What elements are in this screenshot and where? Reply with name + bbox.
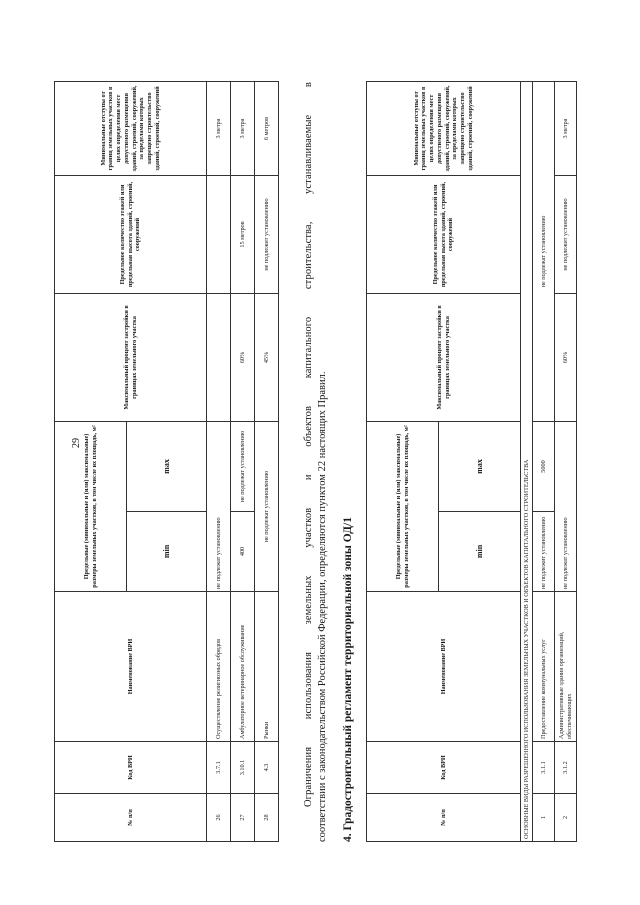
row-num: 26 <box>207 794 231 842</box>
row-code: 4.3 <box>255 742 279 794</box>
header-num: № п/п <box>55 794 207 842</box>
header-name: Наименование ВРИ <box>367 592 521 742</box>
table-row <box>255 81 279 841</box>
row-setbacks: 3 метра <box>555 81 577 175</box>
row-max: 5000 <box>533 421 555 511</box>
row-floors: 15 метров <box>231 175 255 293</box>
table-row <box>533 81 555 841</box>
header-max: max <box>439 421 521 511</box>
section-row <box>521 81 533 841</box>
row-floors: не подлежит установлению <box>555 175 577 293</box>
header-percent: Максимальный процент застройки в границах земельного участка <box>367 293 521 421</box>
row-setbacks: 3 метра <box>207 81 231 175</box>
regulation-table-continued <box>54 81 279 842</box>
row-num: 1 <box>533 794 555 842</box>
paragraph-line-2: соответствии с законодательством Российской Федерации, определяются пунктом 22 настоящих Правил. <box>316 371 328 842</box>
header-sizes: Предельные (минимальные и (или) максимальные) размеры земельных участков, в том числе их площадь, м² <box>367 421 439 591</box>
header-floors: Предельное количество этажей или предельная высота зданий, строений, сооружений <box>367 175 521 293</box>
row-percent: 60% <box>555 293 577 421</box>
row-name: Амбулаторное ветеринарное обслуживание <box>231 592 255 742</box>
row-num: 28 <box>255 794 279 842</box>
row-setbacks: 3 метра <box>231 81 255 175</box>
header-setbacks: Минимальные отступы от границ земельных участков в целях определения мест допустимого размещения зданий, строений, сооружений, за пределами которых запрещено строительство зданий, строений, сооружений <box>367 81 521 175</box>
row-percent: 60% <box>231 293 255 421</box>
row-sizes: не подлежат установлению <box>255 421 279 591</box>
header-percent: Максимальный процент застройки в границах земельного участка <box>55 293 207 421</box>
row-percent: 45% <box>255 293 279 421</box>
header-floors: Предельное количество этажей или предельная высота зданий, строений, сооружений <box>55 175 207 293</box>
row-sizes: не подлежат установлению <box>555 421 577 591</box>
row-name: Рынки <box>255 592 279 742</box>
table-row <box>207 81 231 841</box>
paragraph-line-1: Ограничения использования земельных участков и объектов капитального строительства, устанавливаемые в <box>303 82 314 807</box>
row-name: Административные здания организаций, обеспечивающих <box>555 592 577 742</box>
table-row <box>555 81 577 841</box>
row-code: 3.10.1 <box>231 742 255 794</box>
row-name: Предоставление коммунальных услуг <box>533 592 555 742</box>
row-num: 2 <box>555 794 577 842</box>
header-num: № п/п <box>367 794 521 842</box>
row-num: 27 <box>231 794 255 842</box>
row-percent <box>207 293 231 421</box>
row-rest: не подлежат установлению <box>533 81 555 421</box>
section-heading: 4. Градостроительный регламент территориальной зоны ОД/1 <box>342 516 354 842</box>
header-setbacks: Минимальные отступы от границ земельных участков в целях определения мест допустимого размещения зданий, строений, сооружений, за пределами которых запрещено строительство зданий, строений, сооружений <box>55 81 207 175</box>
table-row <box>231 81 255 841</box>
header-max: max <box>127 421 207 511</box>
header-name: Наименование ВРИ <box>55 592 207 742</box>
row-name: Осуществление религиозных обрядов <box>207 592 231 742</box>
header-min: min <box>439 512 521 592</box>
header-code: Код ВРИ <box>55 742 207 794</box>
header-sizes: Предельные (минимальные и (или) максимальные) размеры земельных участков, в том числе их площадь, м² <box>55 421 127 591</box>
row-floors: не подлежит установлению <box>255 175 279 293</box>
row-code: 3.7.1 <box>207 742 231 794</box>
row-setbacks: 6 метров <box>255 81 279 175</box>
row-max: не подлежат установлению <box>231 421 255 511</box>
page-number: 29 <box>71 438 82 448</box>
section-title: ОСНОВНЫЕ ВИДЫ РАЗРЕШЕННОГО ИСПОЛЬЗОВАНИЯ ЗЕМЕЛЬНЫХ УЧАСТКОВ И ОБЪЕКТОВ КАПИТАЛЬНОГО СТРОИТЕЛЬСТВА <box>521 81 533 841</box>
header-min: min <box>127 512 207 592</box>
row-floors <box>207 175 231 293</box>
row-min: 400 <box>231 512 255 592</box>
row-code: 3.1.2 <box>555 742 577 794</box>
header-code: Код ВРИ <box>367 742 521 794</box>
regulation-table-od1 <box>366 81 577 842</box>
rotated-page-content <box>54 72 599 852</box>
row-min: не подлежит установлению <box>533 512 555 592</box>
row-code: 3.1.1 <box>533 742 555 794</box>
restrictions-paragraph <box>302 82 329 842</box>
row-sizes: не подлежат установлению <box>207 421 231 591</box>
